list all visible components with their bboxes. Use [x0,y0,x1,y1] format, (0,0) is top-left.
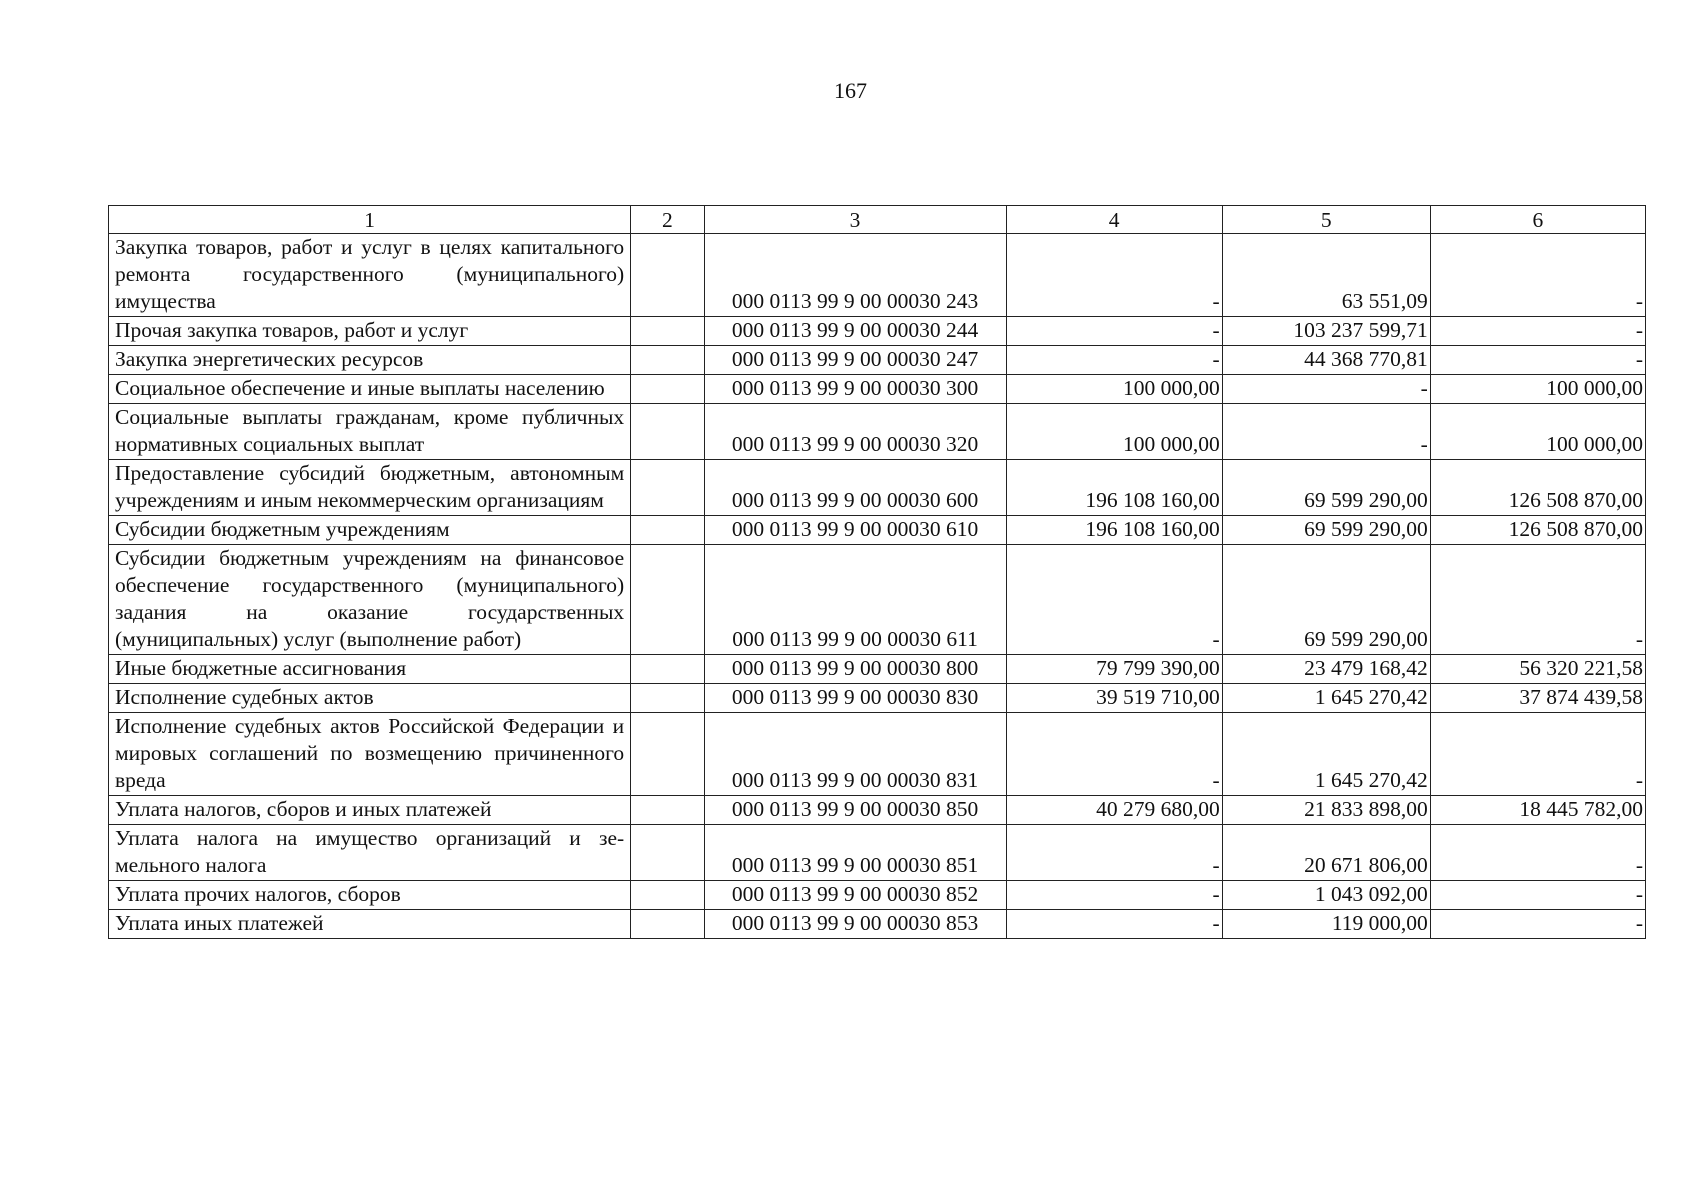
table-row [109,713,1646,796]
header-row [109,206,1646,234]
row-col5-cell: 1 645 270,42 [1222,713,1430,796]
row-col2-cell [631,460,704,516]
row-col2-cell [631,825,704,881]
row-col6-cell: 100 000,00 [1430,375,1645,404]
row-name-cell: Уплата прочих налогов, сборов [109,881,631,910]
row-col6-cell: - [1430,317,1645,346]
row-col2-cell [631,375,704,404]
row-col4-cell: 79 799 390,00 [1006,655,1222,684]
table-row [109,684,1646,713]
row-col4-cell: 196 108 160,00 [1006,460,1222,516]
row-col5-cell: 23 479 168,42 [1222,655,1430,684]
row-col6-cell: - [1430,346,1645,375]
row-name-cell: Уплата налога на имущество организаций и земельного налога [109,825,631,881]
budget-table [108,205,1646,939]
row-col4-cell: - [1006,910,1222,939]
row-col5-cell: 20 671 806,00 [1222,825,1430,881]
row-col4-cell: 39 519 710,00 [1006,684,1222,713]
row-col2-cell [631,713,704,796]
row-col2-cell [631,910,704,939]
header-col-6: 6 [1430,206,1645,234]
page-number: 167 [834,78,867,103]
row-col2-cell [631,346,704,375]
row-col6-cell: - [1430,545,1645,655]
row-code-cell: 000 0113 99 9 00 00030 610 [704,516,1006,545]
row-col5-cell: - [1222,375,1430,404]
row-name-cell: Социальное обеспечение и иные выплаты населению [109,375,631,404]
row-name-cell: Закупка энергетических ресурсов [109,346,631,375]
row-col5-cell: 63 551,09 [1222,234,1430,317]
row-col5-cell: 103 237 599,71 [1222,317,1430,346]
row-code-cell: 000 0113 99 9 00 00030 600 [704,460,1006,516]
row-code-cell: 000 0113 99 9 00 00030 320 [704,404,1006,460]
row-col6-cell: - [1430,910,1645,939]
row-name-cell: Уплата иных платежей [109,910,631,939]
row-code-cell: 000 0113 99 9 00 00030 300 [704,375,1006,404]
row-col5-cell: 69 599 290,00 [1222,516,1430,545]
row-col5-cell: 69 599 290,00 [1222,460,1430,516]
row-col6-cell: 126 508 870,00 [1430,516,1645,545]
row-col2-cell [631,684,704,713]
row-col6-cell: - [1430,825,1645,881]
table-row [109,545,1646,655]
row-col6-cell: - [1430,713,1645,796]
table-row [109,910,1646,939]
header-col-3: 3 [704,206,1006,234]
row-col6-cell: - [1430,881,1645,910]
row-code-cell: 000 0113 99 9 00 00030 247 [704,346,1006,375]
row-col2-cell [631,516,704,545]
header-col-1: 1 [109,206,631,234]
table-row [109,796,1646,825]
row-code-cell: 000 0113 99 9 00 00030 851 [704,825,1006,881]
table-row [109,655,1646,684]
table-row [109,881,1646,910]
row-col4-cell: - [1006,234,1222,317]
row-name-cell: Иные бюджетные ассигнования [109,655,631,684]
table-row [109,375,1646,404]
row-code-cell: 000 0113 99 9 00 00030 244 [704,317,1006,346]
table-row [109,404,1646,460]
row-col2-cell [631,317,704,346]
row-code-cell: 000 0113 99 9 00 00030 800 [704,655,1006,684]
row-code-cell: 000 0113 99 9 00 00030 853 [704,910,1006,939]
table-body [109,234,1646,939]
table-row [109,516,1646,545]
row-col4-cell: - [1006,825,1222,881]
table-row [109,460,1646,516]
row-col6-cell: - [1430,234,1645,317]
row-name-cell: Исполнение судебных актов Российской Федерации и мировых соглашений по возмещению причиненного вреда [109,713,631,796]
row-name-cell: Субсидии бюджетным учреждениям [109,516,631,545]
row-col4-cell: - [1006,545,1222,655]
header-col-2: 2 [631,206,704,234]
row-col4-cell: 100 000,00 [1006,404,1222,460]
row-col2-cell [631,881,704,910]
row-col4-cell: - [1006,881,1222,910]
row-code-cell: 000 0113 99 9 00 00030 850 [704,796,1006,825]
header-col-5: 5 [1222,206,1430,234]
table-row [109,317,1646,346]
row-col2-cell [631,545,704,655]
row-col4-cell: - [1006,317,1222,346]
table-row [109,825,1646,881]
row-col4-cell: - [1006,713,1222,796]
row-col2-cell [631,404,704,460]
row-col5-cell: 44 368 770,81 [1222,346,1430,375]
row-col5-cell: - [1222,404,1430,460]
row-name-cell: Уплата налогов, сборов и иных платежей [109,796,631,825]
row-col5-cell: 1 645 270,42 [1222,684,1430,713]
table-row [109,346,1646,375]
row-code-cell: 000 0113 99 9 00 00030 830 [704,684,1006,713]
row-code-cell: 000 0113 99 9 00 00030 611 [704,545,1006,655]
row-col6-cell: 18 445 782,00 [1430,796,1645,825]
row-name-cell: Исполнение судебных актов [109,684,631,713]
row-col2-cell [631,234,704,317]
row-name-cell: Субсидии бюджетным учреждениям на финансовое обеспечение государственного (муниципального) задания на оказание государственных (муниципальных) услуг (выполнение работ) [109,545,631,655]
row-col6-cell: 126 508 870,00 [1430,460,1645,516]
row-col4-cell: - [1006,346,1222,375]
header-col-4: 4 [1006,206,1222,234]
row-code-cell: 000 0113 99 9 00 00030 852 [704,881,1006,910]
row-col5-cell: 1 043 092,00 [1222,881,1430,910]
row-col6-cell: 37 874 439,58 [1430,684,1645,713]
row-col5-cell: 69 599 290,00 [1222,545,1430,655]
row-col2-cell [631,655,704,684]
row-name-cell: Закупка товаров, работ и услуг в целях капитального ремонта государственного (муниципального) имущества [109,234,631,317]
row-name-cell: Социальные выплаты гражданам, кроме публичных нормативных социальных выплат [109,404,631,460]
row-col5-cell: 119 000,00 [1222,910,1430,939]
row-col4-cell: 100 000,00 [1006,375,1222,404]
row-code-cell: 000 0113 99 9 00 00030 831 [704,713,1006,796]
row-col4-cell: 40 279 680,00 [1006,796,1222,825]
row-code-cell: 000 0113 99 9 00 00030 243 [704,234,1006,317]
table-header [109,206,1646,234]
row-name-cell: Прочая закупка товаров, работ и услуг [109,317,631,346]
table-row [109,234,1646,317]
row-col2-cell [631,796,704,825]
row-col5-cell: 21 833 898,00 [1222,796,1430,825]
row-name-cell: Предоставление субсидий бюджетным, автономным учреждениям и иным некоммерческим организациям [109,460,631,516]
row-col6-cell: 100 000,00 [1430,404,1645,460]
row-col4-cell: 196 108 160,00 [1006,516,1222,545]
row-col6-cell: 56 320 221,58 [1430,655,1645,684]
